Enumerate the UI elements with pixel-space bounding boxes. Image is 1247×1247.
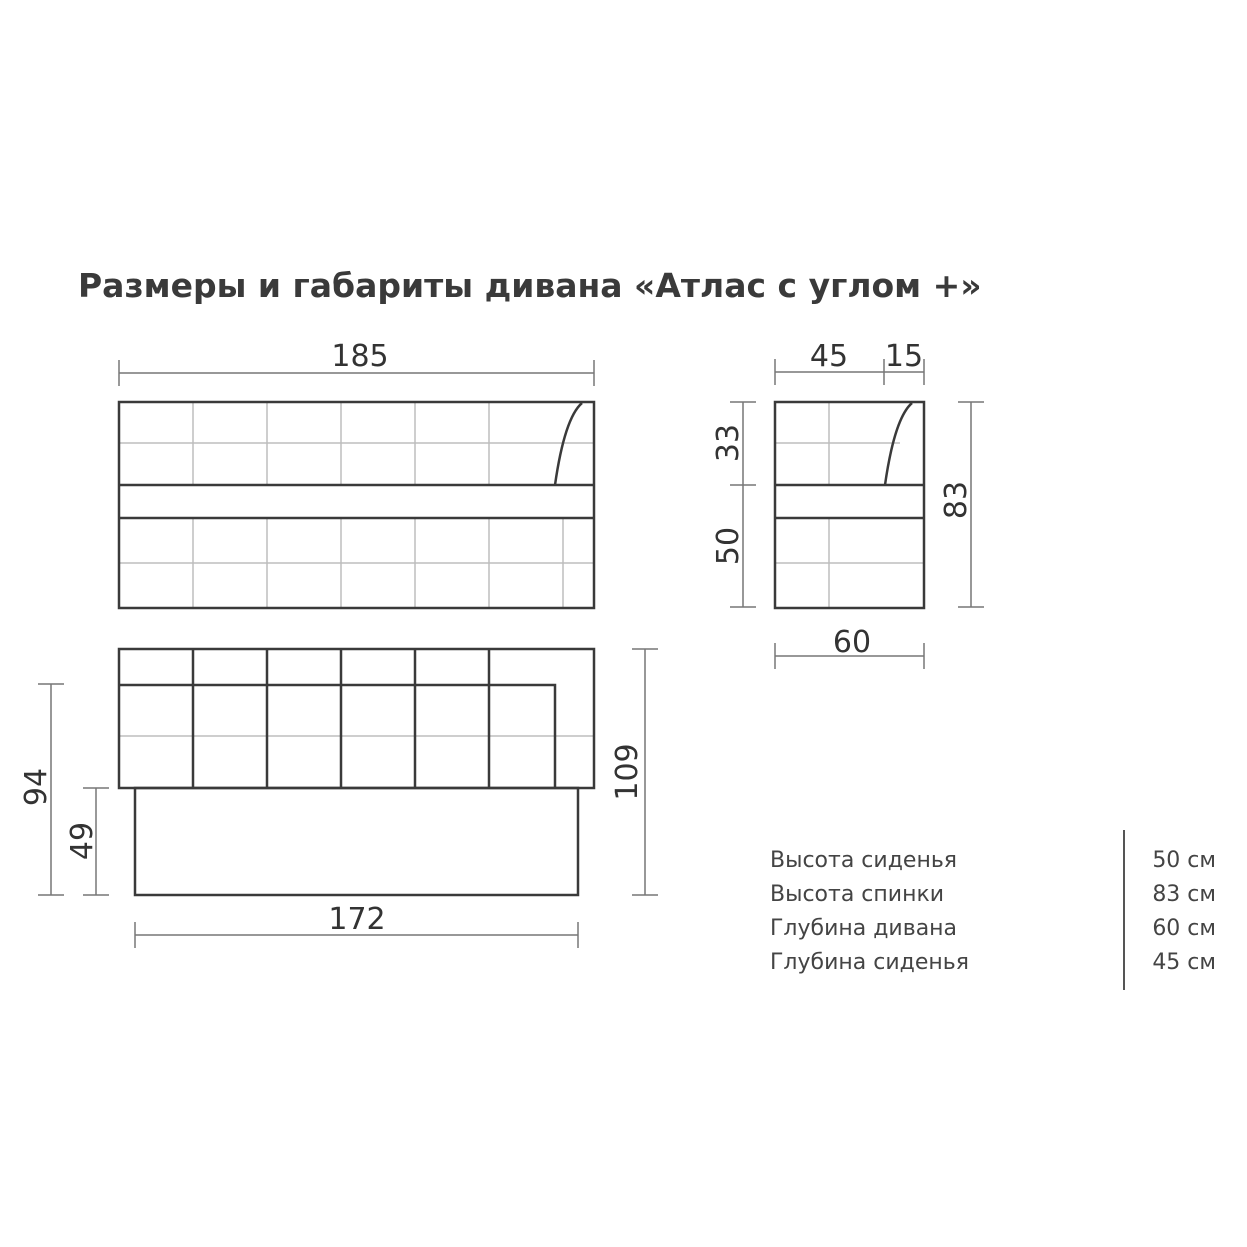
specs-divider bbox=[1123, 830, 1125, 990]
spec-label: Высота спинки bbox=[770, 882, 945, 907]
dim-side-depth: 60 bbox=[832, 625, 872, 660]
spec-row bbox=[770, 882, 1220, 916]
spec-row bbox=[770, 950, 1220, 984]
diagram-title: Размеры и габариты дивана «Атлас с углом +» bbox=[78, 266, 982, 305]
side-view-grid bbox=[776, 403, 923, 607]
dim-top-depth: 94 bbox=[19, 767, 54, 807]
dim-total-height: 83 bbox=[939, 480, 974, 520]
dim-back-height: 33 bbox=[711, 423, 746, 463]
dim-side-seat-depth: 45 bbox=[809, 339, 849, 374]
front-view bbox=[119, 402, 594, 608]
specs-table bbox=[770, 848, 1220, 984]
spec-value: 45 см bbox=[1152, 950, 1216, 975]
spec-value: 60 см bbox=[1152, 916, 1216, 941]
spec-row bbox=[770, 916, 1220, 950]
spec-label: Глубина дивана bbox=[770, 916, 958, 941]
spec-value: 50 см bbox=[1152, 848, 1216, 873]
dim-base-depth: 49 bbox=[65, 821, 100, 861]
spec-label: Глубина сиденья bbox=[770, 950, 969, 975]
side-view-outline bbox=[775, 402, 924, 608]
spec-label: Высота сиденья bbox=[770, 848, 958, 873]
dim-seat-height: 50 bbox=[711, 526, 746, 566]
top-view bbox=[119, 649, 594, 895]
dim-side-armrest: 15 bbox=[884, 339, 924, 374]
dim-total-depth: 109 bbox=[610, 743, 645, 801]
dim-front-width: 185 bbox=[331, 339, 389, 374]
front-view-grid bbox=[120, 403, 593, 607]
dim-base-width: 172 bbox=[328, 902, 386, 937]
spec-row bbox=[770, 848, 1220, 882]
spec-value: 83 см bbox=[1152, 882, 1216, 907]
top-view-outline bbox=[119, 649, 594, 895]
side-view bbox=[775, 402, 924, 608]
front-view-outline bbox=[119, 402, 594, 608]
